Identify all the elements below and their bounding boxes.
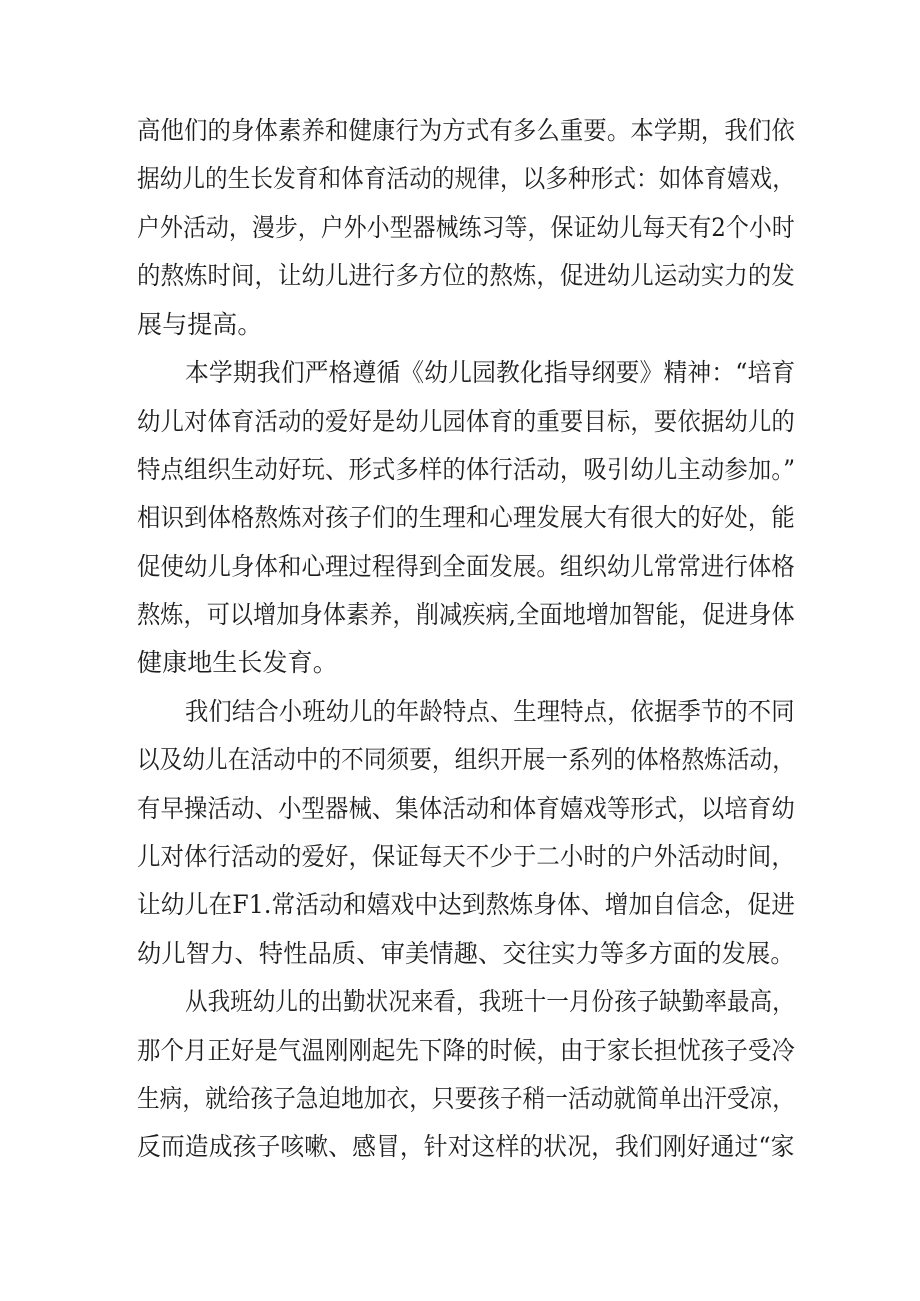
text-line: 高他们的身体素养和健康行为方式有多么重要。本学期，我们依: [137, 116, 795, 145]
text-line: 儿对体行活动的爱好，保证每天不少于二小时的户外活动时间，: [137, 842, 795, 871]
text-line: 从我班幼儿的出勤状况来看，我班十一月份孩子缺勤率最高，: [185, 987, 795, 1016]
text-line: 那个月正好是气温刚刚起先下降的时候，由于家长担忧孩子受冷: [137, 1036, 795, 1065]
text-line: 幼儿对体育活动的爱好是幼儿园体育的重要目标，要依据幼儿的: [137, 407, 795, 436]
text-line: 健康地生长发育。: [137, 648, 338, 677]
text-line: 让幼儿在F1.常活动和嬉戏中达到熬炼身体、增加自信念，促进: [137, 890, 796, 919]
text-line: 相识到体格熬炼对孩子们的生理和心理发展大有很大的好处，能: [137, 503, 795, 532]
text-line: 我们结合小班幼儿的年龄特点、生理特点，依据季节的不同: [185, 697, 795, 726]
text-line: 以及幼儿在活动中的不同须要，组织开展一系列的体格熬炼活动，: [137, 745, 795, 774]
text-line: 据幼儿的生长发育和体育活动的规律，以多种形式：如体育嬉戏，: [137, 164, 795, 193]
text-line: 本学期我们严格遵循《幼儿园教化指导纲要》精神：“培育: [185, 358, 796, 387]
text-line: 反而造成孩子咳嗽、感冒，针对这样的状况，我们刚好通过“家: [137, 1132, 795, 1161]
text-line: 的熬炼时间，让幼儿进行多方位的熬炼，促进幼儿运动实力的发: [137, 261, 795, 290]
text-line: 户外活动，漫步，户外小型器械练习等，保证幼儿每天有2个小时: [137, 213, 795, 242]
text-line: 有早操活动、小型器械、集体活动和体育嬉戏等形式，以培育幼: [137, 794, 795, 823]
text-line: 展与提高。: [137, 310, 263, 339]
text-line: 生病，就给孩子急迫地加衣，只要孩子稍一活动就简单出汗受凉，: [137, 1084, 795, 1113]
text-line: 幼儿智力、特性品质、审美情趣、交往实力等多方面的发展。: [137, 939, 795, 968]
text-line: 熬炼，可以增加身体素养，削减疾病,全面地增加智能，促进身体: [137, 600, 795, 629]
text-line: 促使幼儿身体和心理过程得到全面发展。组织幼儿常常进行体格: [137, 552, 795, 581]
text-line: 特点组织生动好玩、形式多样的体行活动，吸引幼儿主动参加。”: [137, 455, 796, 484]
